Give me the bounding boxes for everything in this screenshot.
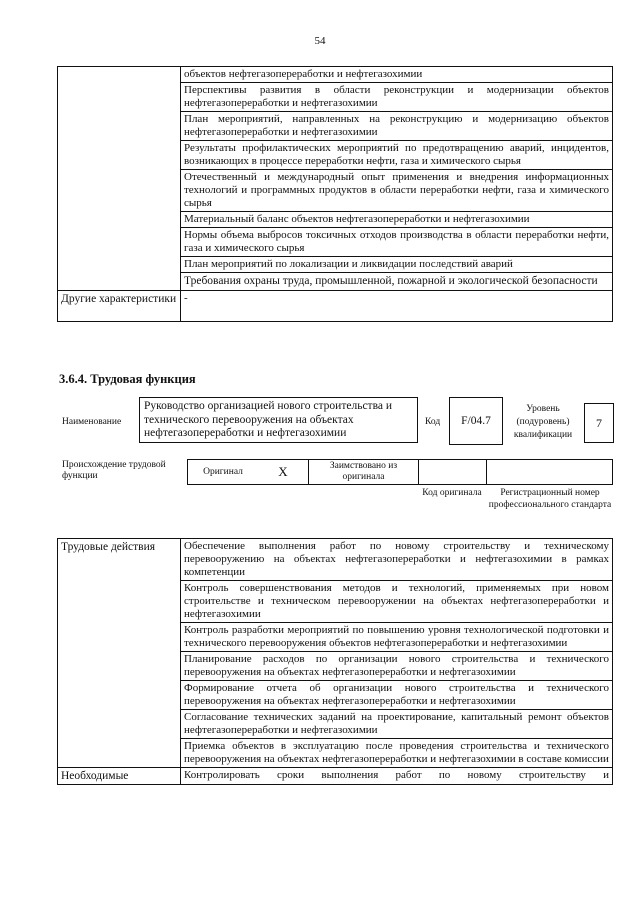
knowledge-item: Требования охраны труда, промышленной, пожарной и экологической безопасности xyxy=(181,273,613,291)
name-label: Наименование xyxy=(62,417,122,427)
knowledge-item: Материальный баланс объектов нефтегазопереработки и нефтегазохимии xyxy=(181,212,613,228)
knowledge-item: объектов нефтегазопереработки и нефтегазохимии xyxy=(181,67,613,83)
registration-number-cell xyxy=(486,460,613,484)
level-label: Уровень (подуровень) квалификации xyxy=(513,404,573,440)
necessary-skills-item: Контролировать сроки выполнения работ по новому строительству и xyxy=(181,768,613,785)
knowledge-item: План мероприятий по локализации и ликвидации последствий аварий xyxy=(181,257,613,273)
original-code-cell xyxy=(418,460,487,484)
labor-action-item: Контроль совершенствования методов и технологий, применяемых при новом строительстве и техническом перевооружении на объектах нефтегазопереработки и нефтегазохимии xyxy=(181,581,613,623)
function-name: Руководство организацией нового строительства и технического перевооружения на объектах нефтегазопереработки и нефтегазохимии xyxy=(139,397,418,443)
labor-action-item: Обеспечение выполнения работ по новому строительству и техническому перевооружению на объектах нефтегазопереработки и нефтегазохимии в рамках компетенции xyxy=(181,539,613,581)
knowledge-item: Отечественный и международный опыт применения и внедрения информационных технологий и программных продуктов в области переработки нефти, газа и химического сырья xyxy=(181,170,613,212)
registration-number-caption: Регистрационный номер профессионального стандарта xyxy=(488,488,612,510)
section-title: 3.6.4. Трудовая функция xyxy=(59,372,196,386)
labor-action-item: Согласование технических заданий на проектирование, капитальный ремонт объектов нефтегазопереработки и нефтегазохимии xyxy=(181,710,613,739)
knowledge-table xyxy=(57,66,613,322)
original-mark: X xyxy=(278,464,288,479)
level-value: 7 xyxy=(584,403,614,443)
table-row xyxy=(58,291,613,322)
labor-action-item: Планирование расходов по организации нового строительства и технического перевооружения на объектах нефтегазопереработки и нефтегазохимии xyxy=(181,652,613,681)
original-code-caption: Код оригинала xyxy=(422,488,482,498)
origin-label: Происхождение трудовой функции xyxy=(62,460,166,481)
necessary-skills-label: Необходимые xyxy=(58,768,181,785)
origin-row xyxy=(187,459,613,485)
labor-action-item: Формирование отчета об организации нового строительства и технического перевооружения на объектах нефтегазопереработки и нефтегазохимии xyxy=(181,681,613,710)
table-row xyxy=(58,539,613,581)
labor-actions-table xyxy=(57,538,613,785)
knowledge-item: Перспективы развития в области реконструкции и модернизации объектов нефтегазопереработки и нефтегазохимии xyxy=(181,83,613,112)
original-label: Оригинал xyxy=(203,467,243,477)
labor-action-item: Приемка объектов в эксплуатацию после проведения строительства и технического перевооружения на объектах нефтегазопереработки и нефтегазохимии в составе комиссии xyxy=(181,739,613,768)
other-characteristics-value: - xyxy=(181,291,613,322)
empty-label-cell xyxy=(58,67,181,291)
knowledge-item: План мероприятий, направленных на реконструкцию и модернизацию объектов нефтегазопереработки и нефтегазохимии xyxy=(181,112,613,141)
code-value: F/04.7 xyxy=(449,397,503,445)
knowledge-item: Нормы объема выбросов токсичных отходов производства в области переработки нефти, газа и химического сырья xyxy=(181,228,613,257)
borrowed-label: Заимствовано из оригинала xyxy=(308,460,418,484)
code-label: Код xyxy=(425,417,441,427)
page-number: 54 xyxy=(314,35,326,47)
knowledge-item: Результаты профилактических мероприятий по предотвращению аварий, инцидентов, возникающих в процессе переработки нефти, газа и химического сырья xyxy=(181,141,613,170)
labor-action-item: Контроль разработки мероприятий по повышению уровня технологической подготовки и технического перевооружения объектов нефтегазопереработки и нефтегазохимии xyxy=(181,623,613,652)
other-characteristics-label: Другие характеристики xyxy=(58,291,181,322)
table-row xyxy=(58,67,613,83)
labor-actions-label: Трудовые действия xyxy=(58,539,181,768)
table-row xyxy=(58,768,613,785)
